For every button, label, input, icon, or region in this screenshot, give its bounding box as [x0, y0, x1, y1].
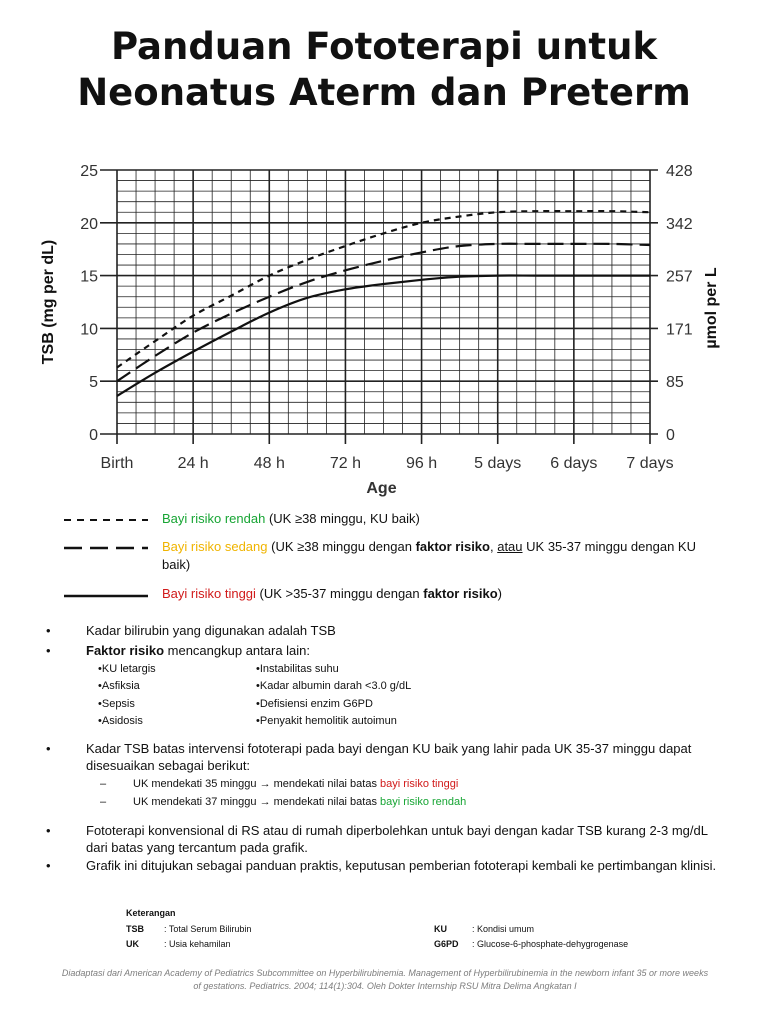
- legend-desc-mid-a: (UK ≥38 minggu dengan: [267, 539, 416, 554]
- legend-desc-low: (UK ≥38 minggu, KU baik): [265, 511, 420, 526]
- note-text-5: Grafik ini ditujukan sebagai panduan praktis, keputusan pemberian fototerapi kembali ke pertimbangan klinisi.: [86, 858, 717, 873]
- y-right-tick-label: 171: [666, 321, 693, 339]
- x-tick-label: 5 days: [474, 455, 522, 472]
- abbr-key-tsb: TSB: [126, 924, 144, 934]
- legend-swatch-solid: [60, 585, 150, 605]
- note-text-4: Fototerapi konvensional di RS atau di rumah diperbolehkan untuk bayi dengan kadar TSB kurang 2-3 mg/dL dari batas yang tercantum pada grafik.: [86, 823, 708, 855]
- risk-factor-item: • Asfiksia: [98, 680, 140, 692]
- note-sub-2-text: UK mendekati 37 minggu → mendekati nilai batas: [133, 796, 381, 808]
- note-text-2-bold: Faktor risiko: [86, 643, 165, 658]
- title-line-1: Panduan Fototerapi untuk: [110, 25, 658, 68]
- note-text-2: mencangkup antara lain:: [164, 643, 311, 658]
- x-tick-label: 48 h: [253, 455, 285, 472]
- legend-desc-high-a: (UK >35-37 minggu dengan: [255, 586, 424, 601]
- y-left-tick-label: 5: [89, 374, 98, 392]
- y-left-tick-label: 10: [80, 321, 98, 339]
- bullet-dot: •: [46, 643, 51, 658]
- y-left-axis-title: TSB (mg per dL): [40, 239, 57, 365]
- note-sub-1-highlight: bayi risiko tinggi: [380, 778, 459, 790]
- x-tick-label: Birth: [100, 455, 134, 472]
- legend-desc-mid-d: atau: [497, 539, 523, 554]
- x-tick-label: 96 h: [406, 455, 438, 472]
- y-right-tick-label: 428: [666, 163, 693, 180]
- abbr-val-uk: : Usia kehamilan: [164, 939, 231, 949]
- note-sub-1-text: UK mendekati 35 minggu → mendekati nilai batas: [133, 778, 381, 790]
- y-left-tick-label: 20: [80, 215, 98, 233]
- abbr-val-tsb: : Total Serum Bilirubin: [164, 924, 252, 934]
- phototherapy-chart: [0, 150, 768, 505]
- legend-item-high-risk: [60, 585, 720, 605]
- risk-factor-item: • Defisiensi enzim G6PD: [256, 698, 373, 710]
- legend-desc-mid-c: ,: [489, 539, 498, 554]
- chart-labels: [40, 163, 720, 497]
- y-right-tick-label: 257: [666, 268, 693, 286]
- legend-desc-mid-e: UK 35-37 minggu dengan KU baik): [162, 539, 696, 572]
- title-line-2: Neonatus Aterm dan Preterm: [77, 71, 691, 114]
- note-text-1: Kadar bilirubin yang digunakan adalah TSB: [86, 623, 336, 638]
- legend-label-mid: Bayi risiko sedang: [162, 539, 268, 554]
- abbr-key-uk: UK: [126, 939, 139, 949]
- bullet-dot: •: [46, 623, 51, 638]
- y-left-tick-label: 25: [80, 163, 98, 180]
- legend-desc-high-c: ): [497, 586, 503, 601]
- legend-label-low: Bayi risiko rendah: [162, 511, 266, 526]
- abbr-key-g6pd: G6PD: [434, 939, 459, 949]
- y-right-axis-title: µmol per L: [703, 267, 720, 349]
- keterangan-heading: Keterangan: [126, 908, 176, 918]
- bullet-dot: •: [46, 823, 51, 838]
- bullet-dot: •: [46, 741, 51, 756]
- y-left-tick-label: 0: [89, 427, 98, 444]
- legend-label-high: Bayi risiko tinggi: [162, 586, 256, 601]
- x-tick-label: 6 days: [550, 455, 598, 472]
- abbr-key-ku: KU: [434, 924, 447, 934]
- source-citation: Diadaptasi dari American Academy of Pediatrics Subcommittee on Hyperbilirubinemia. Management of Hyperbilirubinemia in the newborn infant 35 or more weeks of gestations. Pediatrics. 2004; 114(1):304. Oleh Dokter Internship RSU Mitra Delima Angkatan I: [61, 968, 709, 991]
- y-right-tick-label: 342: [666, 215, 693, 233]
- note-text-3: Kadar TSB batas intervensi fototerapi pada bayi dengan KU baik yang lahir pada UK 35-37 minggu dapat disesuaikan sebagai berikut:: [86, 741, 692, 773]
- risk-factor-item: • Asidosis: [98, 715, 143, 727]
- risk-factor-list: [98, 663, 658, 733]
- legend-swatch-short-dash: [60, 507, 150, 527]
- chart-grid: [100, 170, 658, 444]
- legend-swatch-long-dash: [60, 535, 150, 555]
- y-right-tick-label: 0: [666, 427, 675, 444]
- x-axis-title: Age: [366, 480, 397, 497]
- note-sub-2: [100, 796, 467, 808]
- risk-factor-item: • Sepsis: [98, 698, 135, 710]
- legend-item-mid-risk: [60, 535, 720, 575]
- x-tick-label: 24 h: [177, 455, 209, 472]
- bullet-dot: •: [46, 858, 51, 873]
- y-right-tick-label: 85: [666, 374, 684, 392]
- legend-desc-mid-b: faktor risiko: [415, 539, 490, 554]
- x-tick-label: 72 h: [329, 455, 361, 472]
- risk-factor-item: • Penyakit hemolitik autoimun: [256, 715, 397, 727]
- dash-marker: –: [100, 778, 107, 790]
- risk-factor-item: • Instabilitas suhu: [256, 663, 339, 675]
- note-sub-2-highlight: bayi risiko rendah: [380, 796, 467, 808]
- y-left-tick-label: 15: [80, 268, 98, 286]
- note-sub-1: [100, 778, 459, 790]
- abbr-val-g6pd: : Glucose-6-phosphate-dehygrogenase: [472, 939, 629, 949]
- risk-factor-item: • KU letargis: [98, 663, 156, 675]
- abbr-val-ku: : Kondisi umum: [472, 924, 535, 934]
- dash-marker: –: [100, 796, 107, 808]
- legend-item-low-risk: [60, 507, 720, 527]
- x-tick-label: 7 days: [626, 455, 674, 472]
- page-title: [0, 24, 768, 116]
- legend-desc-high-b: faktor risiko: [423, 586, 498, 601]
- risk-factor-item: • Kadar albumin darah <3.0 g/dL: [256, 680, 411, 692]
